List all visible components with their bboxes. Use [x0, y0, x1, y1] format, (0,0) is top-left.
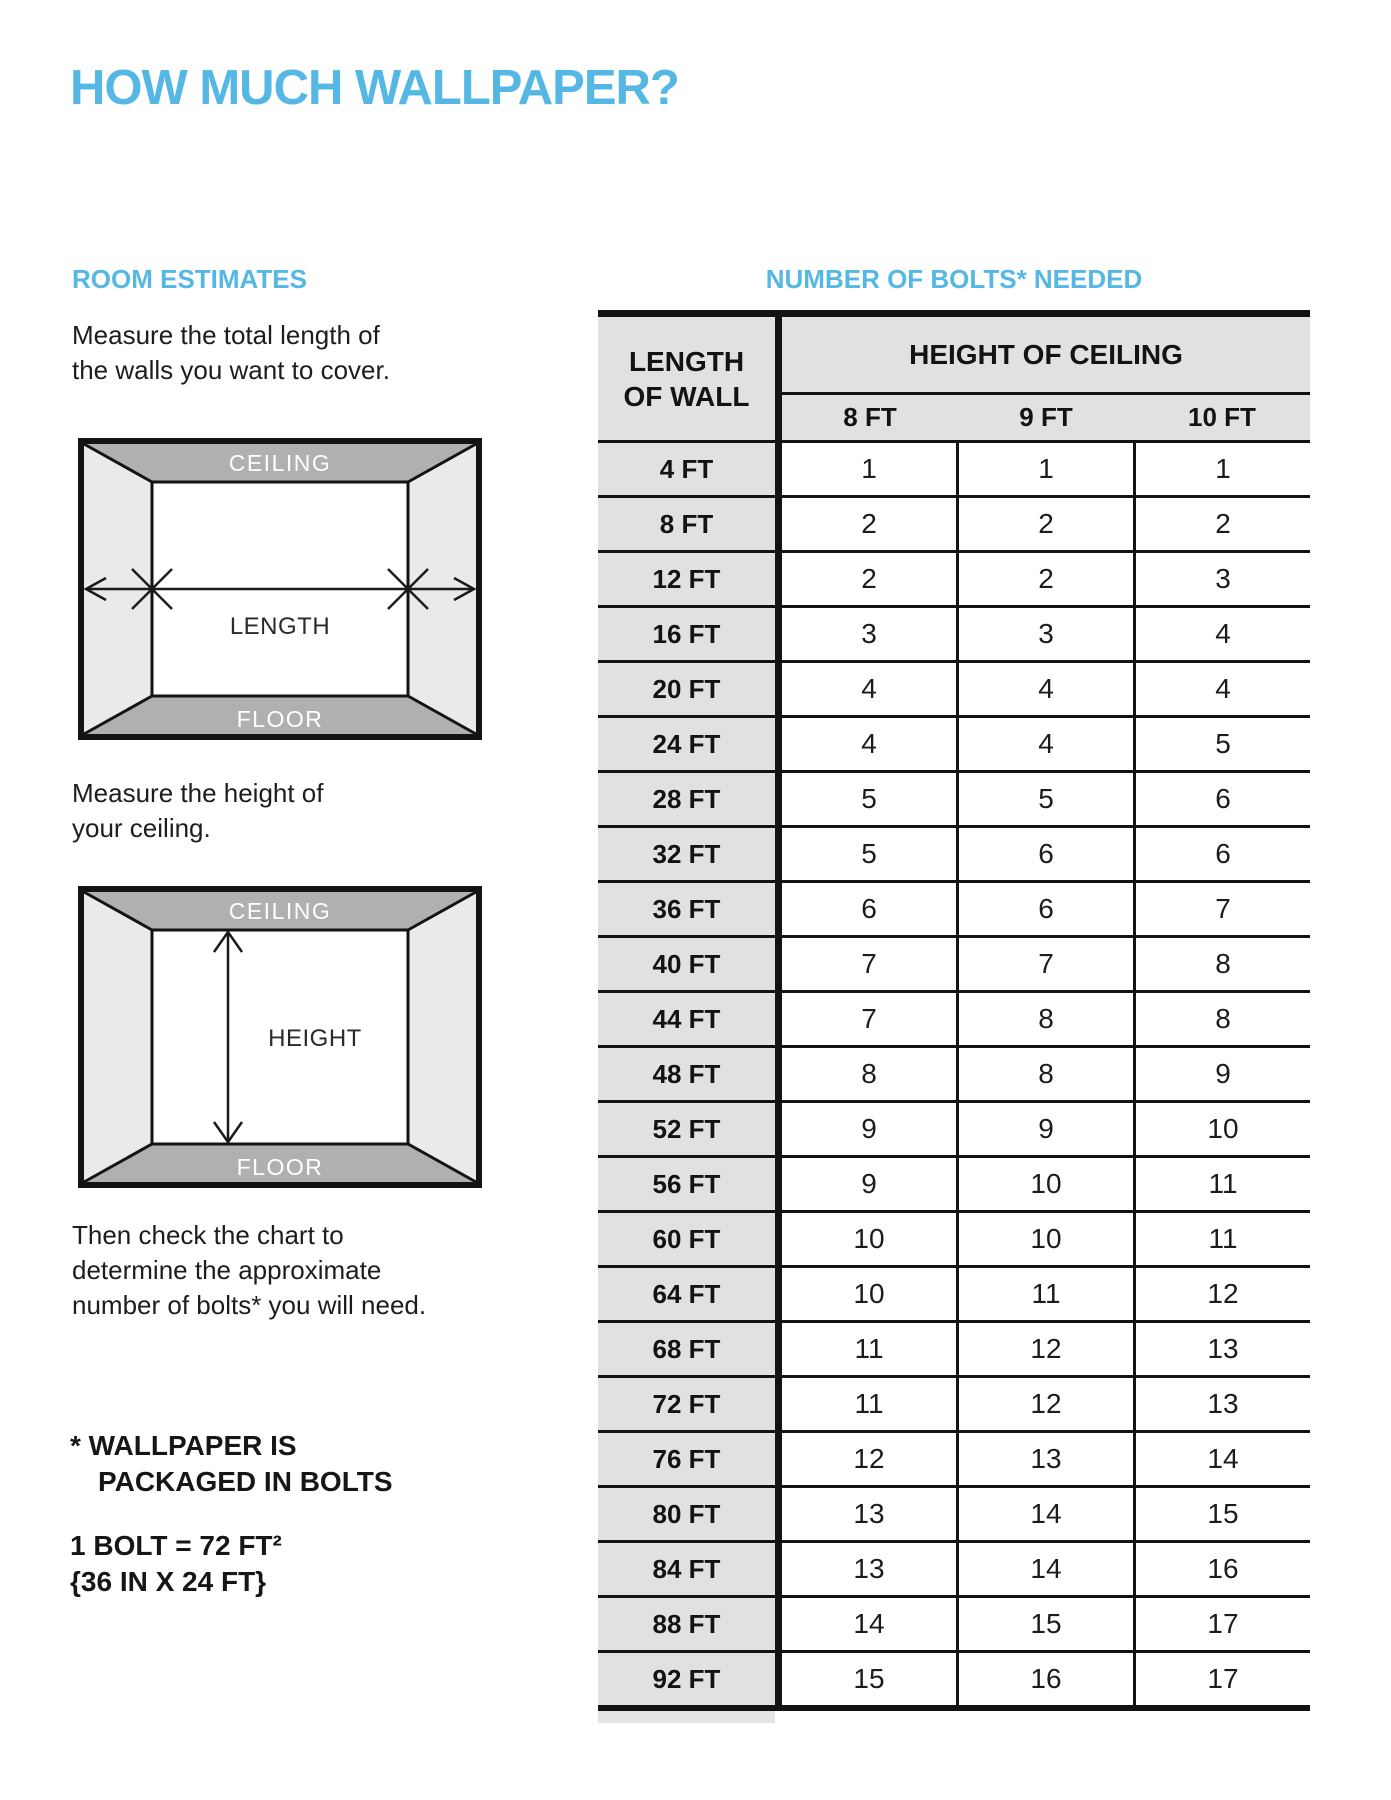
footnote-line: PACKAGED IN BOLTS	[98, 1466, 393, 1497]
bolt-count-cell: 2	[861, 563, 877, 594]
bolt-count-cell: 6	[956, 883, 1133, 935]
bolt-count-cell: 8	[1133, 938, 1310, 990]
row-label: 24 FT	[598, 718, 775, 773]
bolt-count-cell: 5	[861, 783, 877, 814]
subheader-8ft: 8 FT	[843, 402, 897, 432]
bolt-count-cell: 10	[1133, 1103, 1310, 1155]
row-label: 92 FT	[598, 1653, 775, 1705]
row-label: 84 FT	[598, 1543, 775, 1598]
row-label: 44 FT	[598, 993, 775, 1048]
table-row	[782, 1598, 1310, 1653]
header-line: LENGTH	[628, 345, 745, 377]
bolt-count-cell: 9	[861, 1113, 877, 1144]
bolt-count-cell: 6	[1133, 773, 1310, 825]
bolt-count-cell: 11	[1133, 1213, 1310, 1265]
bolt-count-cell: 5	[1133, 718, 1310, 770]
bolt-count-cell: 9	[861, 1168, 877, 1199]
bolt-count-cell: 12	[956, 1323, 1133, 1375]
row-label: 88 FT	[598, 1598, 775, 1653]
left-wall-surface	[84, 892, 152, 1182]
bolt-count-cell: 2	[956, 498, 1133, 550]
bolt-count-cell: 9	[956, 1103, 1133, 1155]
bolt-count-cell: 13	[956, 1433, 1133, 1485]
table-row	[782, 498, 1310, 553]
length-measure-label: LENGTH	[229, 613, 331, 640]
row-label: 36 FT	[598, 883, 775, 938]
row-label: 68 FT	[598, 1323, 775, 1378]
bolt-count-cell: 7	[956, 938, 1133, 990]
table-row	[782, 718, 1310, 773]
table-row	[782, 608, 1310, 663]
column-separator	[775, 317, 782, 1705]
bolt-count-cell: 14	[956, 1543, 1133, 1595]
bolt-count-cell: 10	[956, 1213, 1133, 1265]
row-label: 32 FT	[598, 828, 775, 883]
bolt-count-cell: 8	[956, 993, 1133, 1045]
bolt-count-cell: 4	[956, 718, 1133, 770]
bolt-count-cell: 12	[853, 1443, 885, 1474]
ceiling-label: CEILING	[228, 898, 332, 924]
bolt-count-cell: 4	[1133, 608, 1310, 660]
row-label: 16 FT	[598, 608, 775, 663]
wallpaper-bolts-footnote	[70, 1428, 393, 1500]
table-row	[782, 443, 1310, 498]
row-label: 60 FT	[598, 1213, 775, 1268]
table-row	[782, 1378, 1310, 1433]
row-label: 4 FT	[598, 443, 775, 498]
instruction-line: determine the approximate	[72, 1255, 382, 1285]
floor-label: FLOOR	[236, 1154, 324, 1180]
bolt-size-spec	[70, 1528, 282, 1600]
bolt-count-cell: 15	[956, 1598, 1133, 1650]
bolt-count-cell: 6	[1133, 828, 1310, 880]
bolt-count-cell: 16	[956, 1653, 1133, 1705]
row-label: 12 FT	[598, 553, 775, 608]
row-label: 72 FT	[598, 1378, 775, 1433]
table-row	[782, 828, 1310, 883]
bolt-count-cell: 2	[956, 553, 1133, 605]
bolt-count-cell: 17	[1133, 1598, 1310, 1650]
bolt-count-cell: 11	[956, 1268, 1133, 1320]
instruction-line: your ceiling.	[72, 813, 211, 843]
bolt-count-cell: 10	[853, 1278, 885, 1309]
bolt-count-cell: 17	[1133, 1653, 1310, 1705]
measure-length-instruction	[72, 318, 390, 388]
bolt-count-cell: 14	[853, 1608, 885, 1639]
instruction-line: Then check the chart to	[72, 1220, 344, 1250]
table-row	[782, 993, 1310, 1048]
bolt-count-cell: 12	[956, 1378, 1133, 1430]
bolt-count-cell: 13	[1133, 1378, 1310, 1430]
bolt-count-cell: 4	[1133, 663, 1310, 715]
instruction-line: number of bolts* you will need.	[72, 1290, 427, 1320]
ceiling-height-columns	[782, 317, 1310, 1705]
table-row	[782, 1048, 1310, 1103]
length-of-wall-column	[598, 317, 775, 1705]
table-body	[782, 443, 1310, 1705]
bolt-count-cell: 4	[861, 673, 877, 704]
bolt-count-cell: 10	[956, 1158, 1133, 1210]
bolt-count-cell: 6	[861, 893, 877, 924]
bolt-count-cell: 11	[854, 1333, 884, 1364]
row-label: 48 FT	[598, 1048, 775, 1103]
bolt-spec-line: {36 IN X 24 FT}	[70, 1566, 267, 1597]
subheader-9ft: 9 FT	[1019, 402, 1073, 432]
table-row	[782, 663, 1310, 718]
row-label: 52 FT	[598, 1103, 775, 1158]
bolt-count-cell: 13	[1133, 1323, 1310, 1375]
bolts-table	[598, 310, 1310, 1723]
length-of-wall-header	[598, 317, 775, 443]
measure-height-instruction	[72, 776, 324, 846]
height-measure-label: HEIGHT	[268, 1025, 362, 1052]
bolt-count-cell: 4	[861, 728, 877, 759]
bolt-count-cell: 7	[1133, 883, 1310, 935]
bolt-count-cell: 8	[956, 1048, 1133, 1100]
table-row	[782, 938, 1310, 993]
row-label: 20 FT	[598, 663, 775, 718]
bolt-count-cell: 3	[1133, 553, 1310, 605]
table-row	[782, 1433, 1310, 1488]
table-row	[782, 883, 1310, 938]
bolt-spec-line: 1 BOLT = 72 FT²	[70, 1530, 282, 1561]
table-row	[782, 773, 1310, 828]
bolt-count-cell: 13	[853, 1498, 885, 1529]
bolt-count-cell: 2	[861, 508, 877, 539]
bolt-count-cell: 1	[956, 443, 1133, 495]
row-label: 80 FT	[598, 1488, 775, 1543]
bolt-count-cell: 15	[853, 1663, 885, 1694]
bolt-count-cell: 5	[861, 838, 877, 869]
room-length-diagram	[78, 438, 482, 740]
instruction-line: the walls you want to cover.	[72, 355, 390, 385]
row-label: 56 FT	[598, 1158, 775, 1213]
bolt-count-cell: 7	[861, 1003, 877, 1034]
table-row	[782, 1323, 1310, 1378]
bolt-count-cell: 10	[853, 1223, 885, 1254]
floor-label: FLOOR	[236, 706, 324, 732]
bolt-count-cell: 14	[1133, 1433, 1310, 1485]
bolt-count-cell: 1	[861, 453, 877, 484]
table-row	[782, 553, 1310, 608]
table-top-border	[598, 310, 1310, 317]
header-line: OF WALL	[623, 380, 750, 412]
instruction-line: Measure the total length of	[72, 320, 380, 350]
height-of-ceiling-header: HEIGHT OF CEILING	[782, 317, 1310, 395]
right-wall-surface	[408, 892, 476, 1182]
ceiling-height-subheaders	[782, 395, 1310, 443]
bolt-count-cell: 13	[853, 1553, 885, 1584]
row-label: 76 FT	[598, 1433, 775, 1488]
instruction-line: Measure the height of	[72, 778, 324, 808]
bolt-count-cell: 3	[861, 618, 877, 649]
bolt-count-cell: 15	[1133, 1488, 1310, 1540]
row-label: 28 FT	[598, 773, 775, 828]
room-estimates-heading: ROOM ESTIMATES	[72, 264, 307, 294]
table-row	[782, 1103, 1310, 1158]
table-row	[782, 1653, 1310, 1705]
bolt-count-cell: 11	[854, 1388, 884, 1419]
bolt-count-cell: 9	[1133, 1048, 1310, 1100]
bolt-count-cell: 2	[1133, 498, 1310, 550]
bolt-count-cell: 8	[861, 1058, 877, 1089]
bolt-count-cell: 7	[861, 948, 877, 979]
row-label: 40 FT	[598, 938, 775, 993]
table-row	[782, 1268, 1310, 1323]
table-row	[782, 1158, 1310, 1213]
left-column-tail	[598, 1711, 775, 1723]
page-title: HOW MUCH WALLPAPER?	[70, 61, 679, 115]
footnote-line: * WALLPAPER IS	[70, 1430, 297, 1461]
bolt-count-cell: 5	[956, 773, 1133, 825]
room-height-diagram	[78, 886, 482, 1188]
ceiling-label: CEILING	[228, 450, 332, 476]
row-label: 8 FT	[598, 498, 775, 553]
table-row	[782, 1488, 1310, 1543]
check-chart-instruction	[72, 1218, 426, 1323]
bolt-count-cell: 1	[1133, 443, 1310, 495]
bolts-needed-heading: NUMBER OF BOLTS* NEEDED	[765, 264, 1143, 294]
bolt-count-cell: 8	[1133, 993, 1310, 1045]
subheader-10ft: 10 FT	[1188, 402, 1256, 432]
bolt-count-cell: 6	[956, 828, 1133, 880]
bolt-count-cell: 14	[956, 1488, 1133, 1540]
row-label: 64 FT	[598, 1268, 775, 1323]
bolt-count-cell: 3	[956, 608, 1133, 660]
bolt-count-cell: 11	[1133, 1158, 1310, 1210]
bolt-count-cell: 16	[1133, 1543, 1310, 1595]
bolt-count-cell: 12	[1133, 1268, 1310, 1320]
table-row	[782, 1543, 1310, 1598]
bolt-count-cell: 4	[956, 663, 1133, 715]
table-row	[782, 1213, 1310, 1268]
